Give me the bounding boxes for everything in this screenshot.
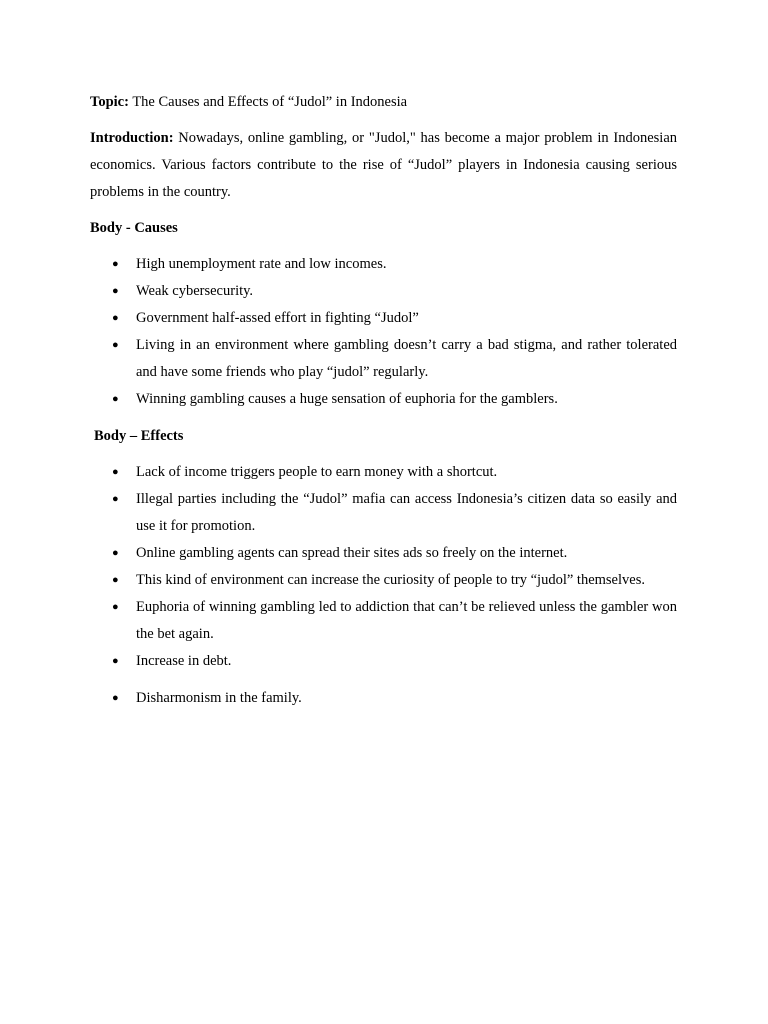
- bullet-icon: ●: [112, 312, 119, 324]
- introduction-label: Introduction:: [90, 130, 174, 146]
- document-page: [90, 90, 677, 723]
- causes-heading: Body - Causes: [90, 220, 178, 236]
- list-item-text: Disharmonism in the family.: [136, 690, 302, 706]
- list-item: [90, 305, 677, 332]
- bullet-icon: ●: [112, 285, 119, 297]
- list-item-text: Increase in debt.: [136, 653, 232, 669]
- list-item-text: Euphoria of winning gambling led to addiction that can’t be relieved unless the gambler won the bet again.: [136, 599, 677, 642]
- list-item-text: Living in an environment where gambling doesn’t carry a bad stigma, and rather tolerated and have some friends who play “judol” regularly.: [136, 337, 677, 380]
- bullet-icon: ●: [112, 339, 119, 351]
- list-item-text: Lack of income triggers people to earn money with a shortcut.: [136, 464, 498, 480]
- list-item: [90, 594, 677, 648]
- bullet-icon: ●: [112, 692, 119, 704]
- list-item-text: Online gambling agents can spread their sites ads so freely on the internet.: [136, 545, 568, 561]
- list-item: [90, 332, 677, 386]
- bullet-icon: ●: [112, 547, 119, 559]
- introduction-paragraph: [90, 125, 677, 206]
- list-item: [90, 648, 677, 675]
- bullet-icon: ●: [112, 655, 119, 667]
- topic-text: The Causes and Effects of “Judol” in Indonesia: [128, 94, 408, 110]
- effects-list: [90, 459, 677, 712]
- topic-label: Topic:: [90, 94, 129, 110]
- causes-list: [90, 251, 677, 413]
- bullet-icon: ●: [112, 574, 119, 586]
- list-item: [90, 459, 677, 486]
- list-item: [90, 486, 677, 540]
- bullet-icon: ●: [112, 393, 119, 405]
- list-item-text: Winning gambling causes a huge sensation of euphoria for the gamblers.: [136, 391, 558, 407]
- effects-heading: Body – Effects: [94, 428, 184, 444]
- bullet-icon: ●: [112, 601, 119, 613]
- list-item: [90, 540, 677, 567]
- list-item-text: Illegal parties including the “Judol” mafia can access Indonesia’s citizen data so easily and use it for promotion.: [136, 491, 677, 534]
- list-item: [90, 251, 677, 278]
- bullet-icon: ●: [112, 466, 119, 478]
- bullet-icon: ●: [112, 493, 119, 505]
- bullet-icon: ●: [112, 258, 119, 270]
- list-item-text: This kind of environment can increase the curiosity of people to try “judol” themselves.: [136, 572, 645, 588]
- list-item-text: High unemployment rate and low incomes.: [136, 256, 387, 272]
- introduction-text: Nowadays, online gambling, or "Judol," has become a major problem in Indonesian economics. Various factors contribute to the rise of “Judol” players in Indonesia causing serious problems in the country.: [90, 130, 677, 200]
- list-item: [90, 567, 677, 594]
- list-item-text: Weak cybersecurity.: [136, 283, 254, 299]
- topic-line: [90, 90, 677, 114]
- list-item: [90, 386, 677, 413]
- list-item-text: Government half-assed effort in fighting “Judol”: [136, 310, 419, 326]
- list-item: [90, 685, 677, 712]
- list-item: [90, 278, 677, 305]
